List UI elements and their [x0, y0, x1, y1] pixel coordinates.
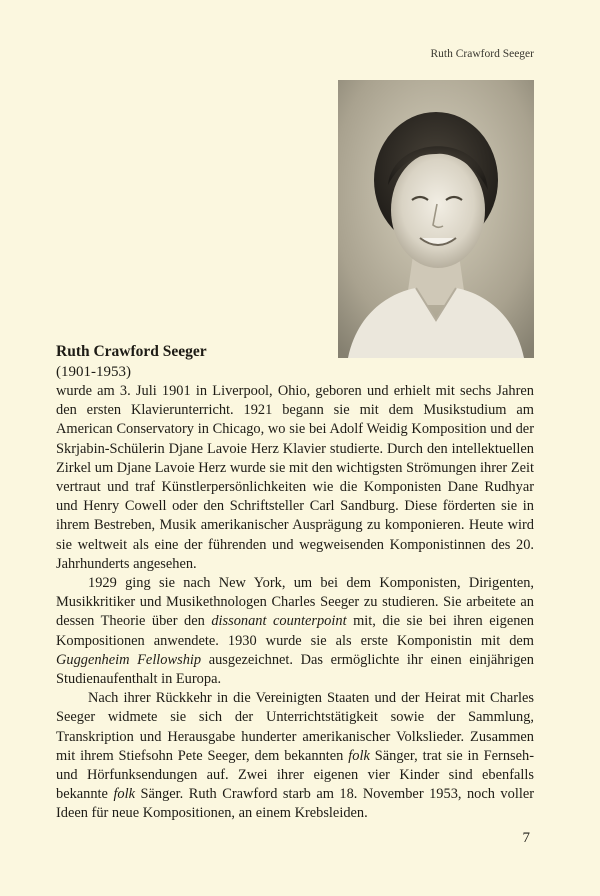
- person-name-heading: Ruth Crawford Seeger: [56, 343, 207, 360]
- text-run: Nach ihrer Rückkehr in die Vereinigten Staaten und der Heirat mit Charles Seeger widmete sie sich der Unterrichtstätigkeit sowie der Sammlung, Transkription und Herausgabe hunderter amerikanischer Volkslieder. Zusammen mit ihrem Stiefsohn Pete Seeger, dem bekannten: [56, 690, 534, 764]
- paragraph-3: [56, 689, 534, 823]
- italic-term: folk: [348, 747, 370, 764]
- text-run: wurde am 3. Juli 1901 in Liverpool, Ohio, geboren und erhielt mit sechs Jahren den ersten Klavierunterricht. 1921 begann sie mit dem Musikstudium am American Conservatory in Chicago, wo sie bei Adolf Weidig Komposition und der Skrjabin-Schülerin Djane Lavoie Herz Klavier studierte. Durch den intellektuellen Zirkel um Djane Lavoie Herz wurde sie mit den wichtigsten Strömungen ihrer Zeit vertraut und traf Künstlerpersönlichkeiten wie die Komponisten Dane Rudhyar und Henry Cowell oder den Schriftsteller Carl Sandburg. Diese förderten sie in ihrem Bestreben, Musik amerikanischer Ausprägung zu komponieren. Heute wird sie weltweit als eine der führenden und wegweisenden Komponistinnen des 20. Jahrhunderts angesehen.: [56, 383, 534, 572]
- paragraph-2: [56, 574, 534, 689]
- italic-term: Guggenheim Fellowship: [56, 651, 202, 668]
- page-number: 7: [522, 830, 530, 846]
- italic-term: dissonant counterpoint: [211, 613, 347, 630]
- text-run: ausgezeichnet. Das ermöglichte ihr einen einjährigen Studienaufenthalt in Europa.: [56, 651, 534, 688]
- life-dates: (1901-1953): [56, 364, 131, 380]
- text-run: 1929 ging sie nach New York, um bei dem Komponisten, Dirigenten, Musikkritiker und Musikethnologen Charles Seeger zu studieren. Sie arbeitete an dessen Theorie über den: [56, 575, 534, 630]
- portrait-photo: [338, 80, 534, 358]
- text-run: Sänger, trat sie in Fernseh- und Hörfunksendungen auf. Zwei ihrer eigenen vier Kinder sind ebenfalls bekannte: [56, 747, 534, 803]
- italic-term: folk: [113, 786, 136, 803]
- text-run: mit, die sie bei ihren eigenen Kompositionen anwendete. 1930 wurde sie als erste Komponistin mit dem: [56, 613, 535, 649]
- paragraph-1: [56, 382, 534, 574]
- biography-text: [56, 342, 534, 824]
- text-run: Sänger. Ruth Crawford starb am 18. November 1953, noch voller Ideen für neue Kompositionen, an einem Krebsleiden.: [56, 786, 534, 822]
- running-header: Ruth Crawford Seeger: [430, 48, 534, 60]
